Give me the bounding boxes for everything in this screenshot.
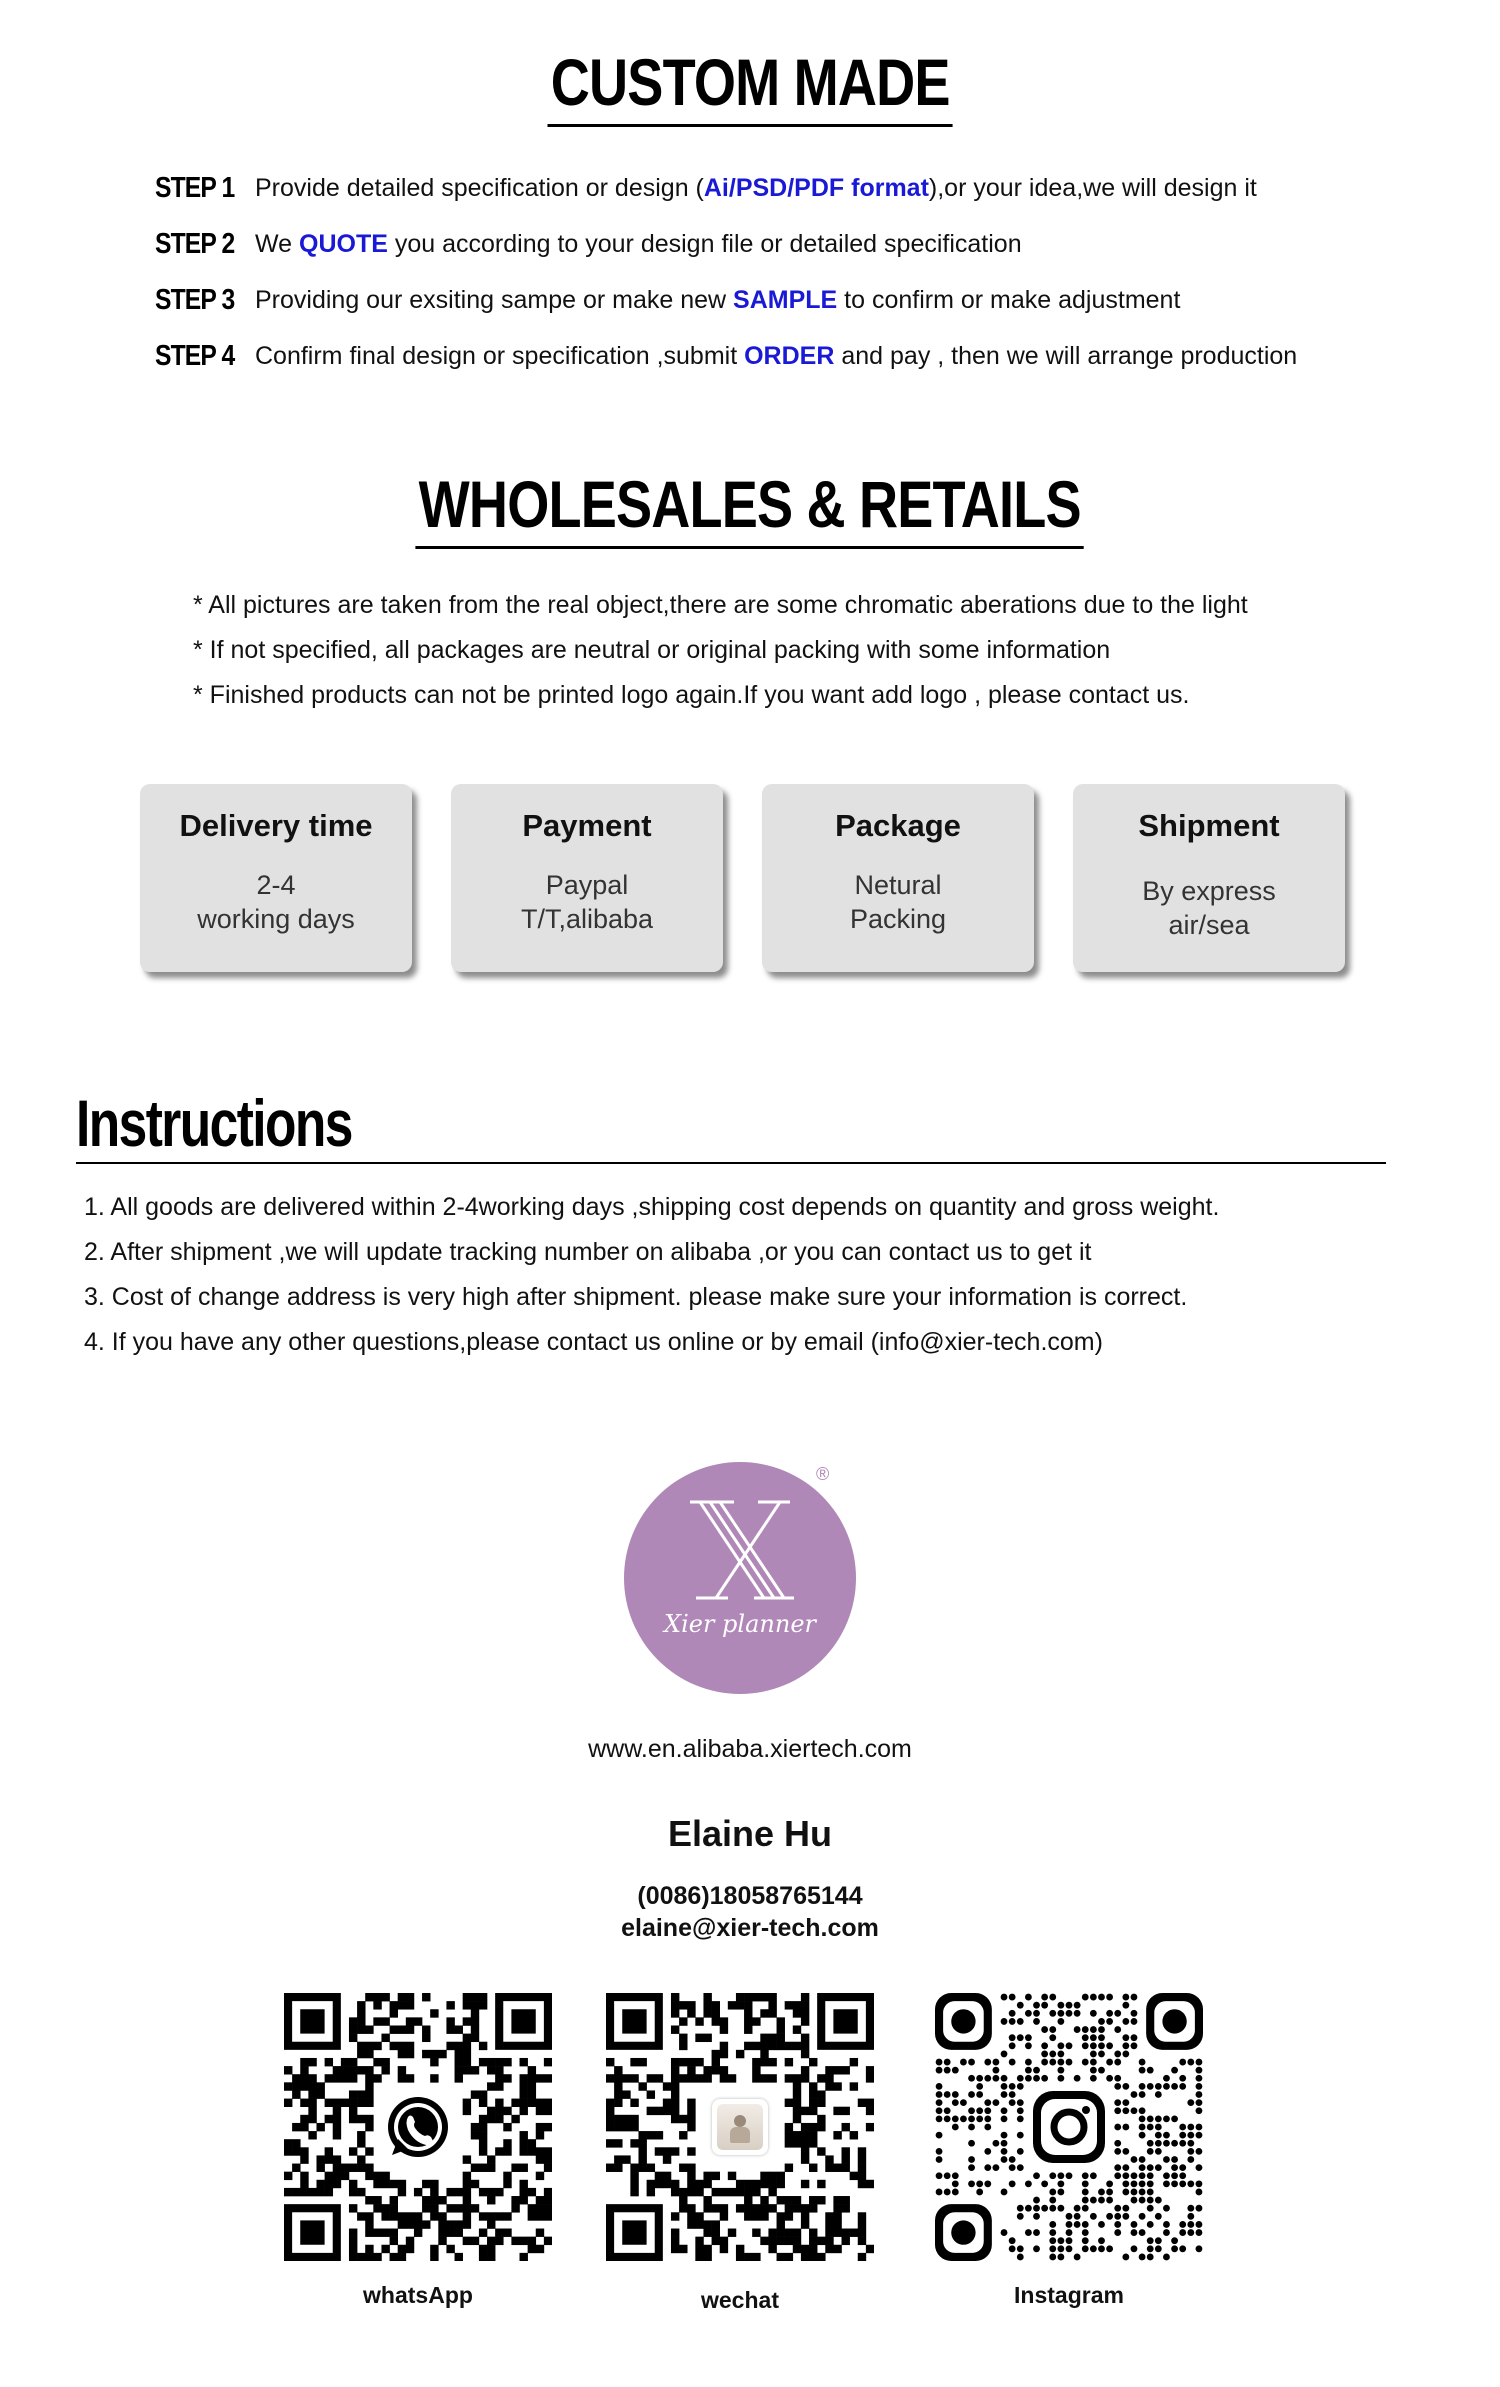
step-row-3 — [155, 280, 1180, 320]
step-label: STEP 3 — [155, 283, 235, 316]
card-line: By express — [1142, 876, 1276, 906]
whatsapp-label: whatsApp — [363, 2282, 473, 2308]
wechat-label: wechat — [701, 2287, 779, 2313]
instruction-item: 3. Cost of change address is very high after shipment. please make sure your information is correct. — [84, 1283, 1188, 1311]
note-line: * If not specified, all packages are neutral or original packing with some information — [193, 636, 1111, 664]
card-line: 2-4 — [256, 870, 296, 900]
step-text-post: and pay , then we will arrange production — [834, 341, 1298, 370]
step-text — [255, 174, 1257, 203]
instagram-label: Instagram — [1014, 2282, 1124, 2308]
brand-logo — [624, 1462, 856, 1694]
package-card — [762, 784, 1034, 972]
step-row-4 — [155, 336, 1297, 376]
step-label: STEP 1 — [155, 171, 235, 204]
payment-card — [451, 784, 723, 972]
step-highlight: QUOTE — [299, 229, 388, 258]
instructions-title: Instructions — [76, 1086, 352, 1160]
contact-phone: (0086)18058765144 — [637, 1882, 863, 1910]
step-text-pre: Confirm final design or specification ,submit — [255, 341, 745, 370]
instruction-item: 2. After shipment ,we will update tracking number on alibaba ,or you can contact us to get it — [84, 1238, 1092, 1266]
card-title: Shipment — [1138, 808, 1280, 843]
card-line: T/T,alibaba — [520, 904, 654, 934]
wechat-qr-code[interactable] — [606, 1993, 874, 2261]
step-text-pre: Provide detailed specification or design ( — [255, 173, 704, 202]
custom-made-title — [0, 44, 1500, 127]
instruction-item: 1. All goods are delivered within 2-4working days ,shipping cost depends on quantity and gross weight. — [84, 1193, 1220, 1221]
contact-email[interactable]: elaine@xier-tech.com — [621, 1914, 879, 1942]
step-highlight: SAMPLE — [733, 285, 838, 314]
card-line: air/sea — [1168, 910, 1250, 940]
instagram-icon — [1027, 2085, 1111, 2169]
instagram-qr-code[interactable] — [935, 1993, 1203, 2261]
whatsapp-icon — [380, 2089, 456, 2165]
whatsapp-qr-code[interactable] — [284, 1993, 552, 2261]
registered-mark: ® — [816, 1464, 830, 1484]
card-line: working days — [197, 904, 355, 934]
card-title: Delivery time — [179, 808, 373, 843]
shipment-card — [1073, 784, 1345, 972]
logo-circle — [624, 1462, 856, 1694]
step-text — [255, 286, 1180, 315]
step-highlight: ORDER — [744, 341, 835, 370]
delivery-time-card — [140, 784, 412, 972]
step-text-post: ),or your idea,we will design it — [928, 173, 1257, 202]
logo-script-text: Xier planner — [663, 1610, 816, 1638]
note-line: * Finished products can not be printed logo again.If you want add logo , please contact us. — [193, 681, 1190, 709]
website-link[interactable]: www.en.alibaba.xiertech.com — [588, 1735, 912, 1763]
instructions-divider — [76, 1162, 1386, 1164]
step-text — [255, 342, 1297, 371]
step-text-pre: Providing our exsiting sampe or make new — [255, 285, 734, 314]
step-label: STEP 4 — [155, 339, 235, 372]
step-text-post: to confirm or make adjustment — [837, 285, 1181, 314]
step-text-post: you according to your design file or detailed specification — [387, 229, 1022, 258]
step-text-pre: We — [255, 229, 299, 258]
card-title: Payment — [522, 808, 652, 843]
wholesales-title — [0, 466, 1500, 549]
card-line: Packing — [849, 904, 947, 934]
instruction-item: 4. If you have any other questions,please contact us online or by email (info@xier-tech.com) — [84, 1328, 1103, 1356]
step-row-2 — [155, 224, 1022, 264]
wechat-avatar-icon — [712, 2099, 768, 2155]
card-title: Package — [835, 808, 961, 843]
note-line: * All pictures are taken from the real object,there are some chromatic aberations due to the light — [193, 591, 1248, 619]
step-highlight: Ai/PSD/PDF format — [703, 173, 929, 202]
xier-x-mark-icon — [624, 1462, 856, 1694]
step-label: STEP 2 — [155, 227, 235, 260]
card-line: Netural — [854, 870, 942, 900]
step-row-1 — [155, 168, 1257, 208]
step-text — [255, 230, 1022, 259]
wholesales-title-text: WHOLESALES & RETAILS — [416, 466, 1085, 549]
custom-made-title-text: CUSTOM MADE — [547, 44, 952, 127]
contact-name: Elaine Hu — [667, 1813, 833, 1854]
card-line: Paypal — [545, 870, 629, 900]
